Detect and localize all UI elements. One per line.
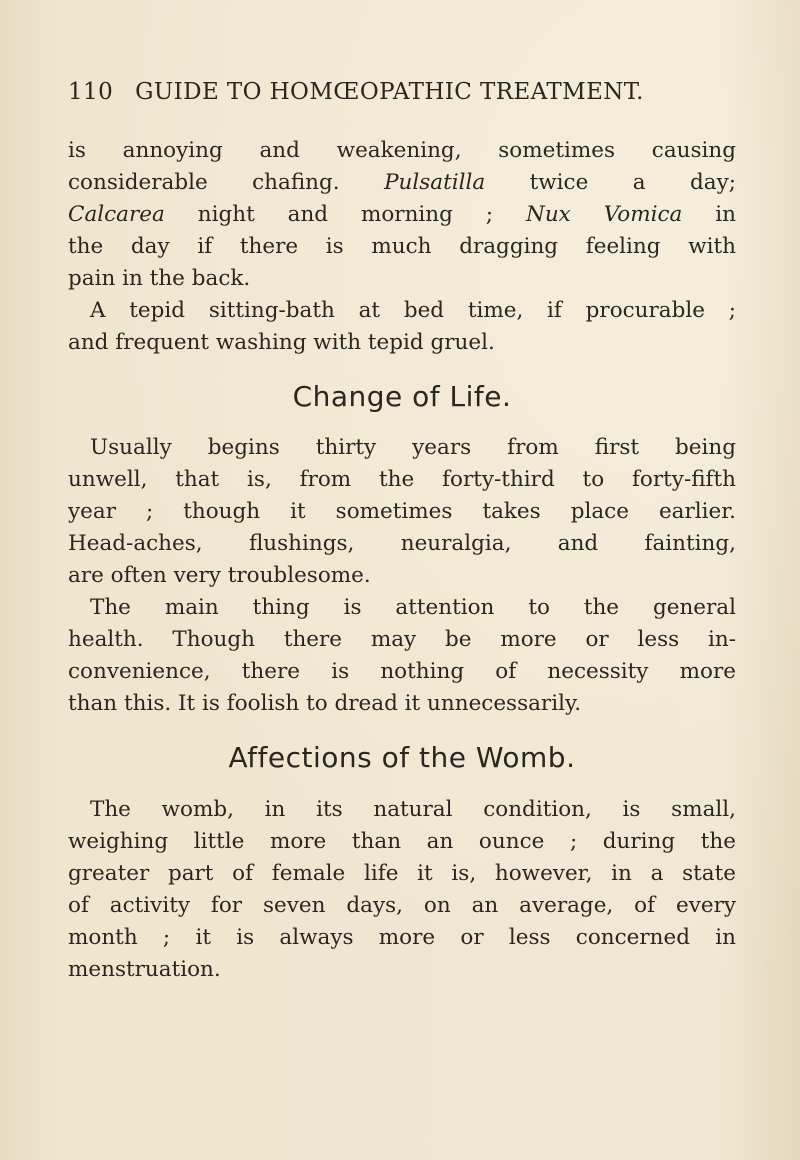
text-segment: considerable chafing. [68, 170, 340, 195]
text-line: the day if there is much dragging feeling with [68, 234, 736, 259]
page-number: 110 [68, 79, 114, 105]
running-head [68, 79, 644, 105]
text-line: The womb, in its natural condition, is small, [90, 797, 736, 822]
text-line [68, 199, 736, 231]
text-line: health. Though there may be more or less in- [68, 627, 736, 652]
text-line: A tepid sitting-bath at bed time, if procurable ; [90, 298, 736, 323]
text-segment: night and morning ; [197, 202, 494, 227]
text-line: of activity for seven days, on an average, of every [68, 893, 736, 918]
body-text [68, 135, 736, 986]
text-line: The main thing is attention to the general [90, 595, 736, 620]
remedy-name: Calcarea [68, 202, 165, 227]
text-line: is annoying and weakening, sometimes causing [68, 138, 736, 163]
text-line: unwell, that is, from the forty-third to forty-fifth [68, 467, 736, 492]
text-line: weighing little more than an ounce ; during the [68, 829, 736, 854]
text-segment: twice a day; [529, 170, 736, 195]
text-line: pain in the back. [68, 266, 251, 291]
text-line: greater part of female life it is, however, in a state [68, 861, 736, 886]
remedy-name: Pulsatilla [384, 170, 486, 195]
remedy-name: Nux Vomica [526, 202, 683, 227]
text-line: menstruation. [68, 957, 221, 982]
text-line: Usually begins thirty years from first being [90, 435, 736, 460]
text-line: month ; it is always more or less concerned in [68, 925, 736, 950]
running-title: GUIDE TO HOMŒOPATHIC TREATMENT. [135, 79, 644, 105]
text-segment: in [715, 202, 736, 227]
text-line: are often very troublesome. [68, 563, 371, 588]
text-line: convenience, there is nothing of necessity more [68, 659, 736, 684]
text-line: than this. It is foolish to dread it unnecessarily. [68, 691, 582, 716]
section-heading: Change of Life. [292, 380, 512, 413]
section-heading: Affections of the Womb. [228, 741, 576, 774]
text-line [68, 167, 736, 199]
text-line: and frequent washing with tepid gruel. [68, 330, 495, 355]
text-line: year ; though it sometimes takes place earlier. [68, 499, 736, 524]
text-line: Head-aches, flushings, neuralgia, and fainting, [68, 531, 736, 556]
